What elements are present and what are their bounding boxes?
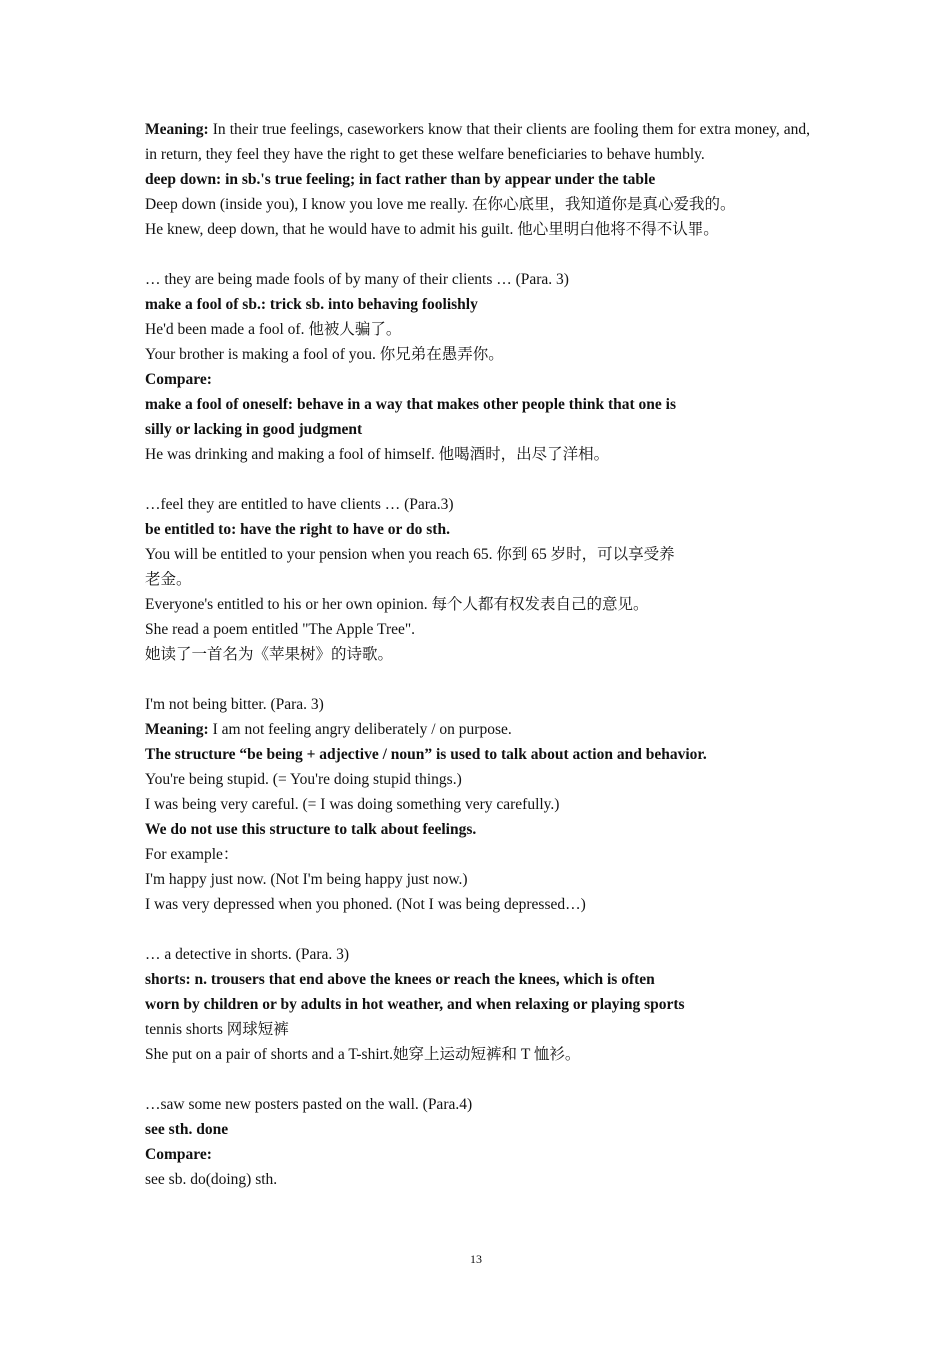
example-sentence: I was being very careful. (= I was doing something very carefully.) bbox=[145, 796, 560, 813]
vocab-term: deep down: in sb.'s true feeling; in fact rather than by appear under the table bbox=[145, 171, 656, 188]
blank-line bbox=[145, 667, 810, 692]
meaning-paragraph bbox=[145, 117, 810, 167]
blank-line bbox=[145, 242, 810, 267]
meaning-label: Meaning: bbox=[145, 121, 209, 138]
vocab-term: shorts: n. trousers that end above the knees or reach the knees, which is often bbox=[145, 971, 655, 988]
example-sentence: see sb. do(doing) sth. bbox=[145, 1171, 278, 1188]
meaning-line bbox=[145, 717, 810, 742]
text-quote: …saw some new posters pasted on the wall. (Para.4) bbox=[145, 1096, 473, 1113]
example-sentence: tennis shorts 网球短裤 bbox=[145, 1021, 289, 1038]
meaning-text: In their true feelings, caseworkers know that their clients are fooling them for extra money, and, in return, they feel they have the right to get these welfare beneficiaries to behave humbly. bbox=[145, 121, 810, 163]
vocab-term: see sth. done bbox=[145, 1121, 229, 1138]
example-sentence: Your brother is making a fool of you. 你兄弟在愚弄你。 bbox=[145, 346, 504, 363]
text-quote: …feel they are entitled to have clients … (Para.3) bbox=[145, 496, 454, 513]
compare-label: Compare: bbox=[145, 371, 212, 388]
example-sentence: She put on a pair of shorts and a T-shirt.她穿上运动短裤和 T 恤衫。 bbox=[145, 1046, 581, 1063]
for-example-label: For example： bbox=[145, 846, 239, 863]
text-quote: I'm not being bitter. (Para. 3) bbox=[145, 696, 324, 713]
compare-term: silly or lacking in good judgment bbox=[145, 421, 363, 438]
example-sentence: He knew, deep down, that he would have to admit his guilt. 他心里明白他将不得不认罪。 bbox=[145, 221, 719, 238]
example-sentence: Deep down (inside you), I know you love me really. 在你心底里，我知道你是真心爱我的。 bbox=[145, 196, 736, 213]
meaning-text: I am not feeling angry deliberately / on purpose. bbox=[208, 721, 512, 738]
vocab-term: be entitled to: have the right to have or do sth. bbox=[145, 521, 450, 538]
vocab-term: make a fool of sb.: trick sb. into behaving foolishly bbox=[145, 296, 478, 313]
page-content bbox=[145, 117, 810, 1192]
blank-line bbox=[145, 467, 810, 492]
compare-term: make a fool of oneself: behave in a way that makes other people think that one is bbox=[145, 396, 677, 413]
blank-line bbox=[145, 917, 810, 942]
blank-line bbox=[145, 1067, 810, 1092]
example-sentence: Everyone's entitled to his or her own opinion. 每个人都有权发表自己的意见。 bbox=[145, 596, 649, 613]
example-sentence: 她读了一首名为《苹果树》的诗歌。 bbox=[145, 646, 394, 663]
example-sentence: She read a poem entitled "The Apple Tree". bbox=[145, 621, 416, 638]
text-quote: … a detective in shorts. (Para. 3) bbox=[145, 946, 350, 963]
example-sentence: I was very depressed when you phoned. (Not I was being depressed…) bbox=[145, 896, 586, 913]
example-sentence: You're being stupid. (= You're doing stupid things.) bbox=[145, 771, 462, 788]
example-sentence: 老金。 bbox=[145, 571, 192, 588]
compare-label: Compare: bbox=[145, 1146, 212, 1163]
example-sentence: He was drinking and making a fool of himself. 他喝酒时，出尽了洋相。 bbox=[145, 446, 610, 463]
meaning-label: Meaning: bbox=[145, 721, 209, 738]
example-sentence: You will be entitled to your pension when you reach 65. 你到 65 岁时，可以享受养 bbox=[145, 546, 675, 563]
example-sentence: I'm happy just now. (Not I'm being happy just now.) bbox=[145, 871, 468, 888]
grammar-structure: The structure “be being + adjective / noun” is used to talk about action and behavior. bbox=[145, 746, 707, 763]
example-sentence: He'd been made a fool of. 他被人骗了。 bbox=[145, 321, 402, 338]
text-quote: … they are being made fools of by many of their clients … (Para. 3) bbox=[145, 271, 569, 288]
vocab-term: worn by children or by adults in hot weather, and when relaxing or playing sports bbox=[145, 996, 685, 1013]
grammar-note: We do not use this structure to talk about feelings. bbox=[145, 821, 477, 838]
page-number: 13 bbox=[470, 1252, 482, 1266]
